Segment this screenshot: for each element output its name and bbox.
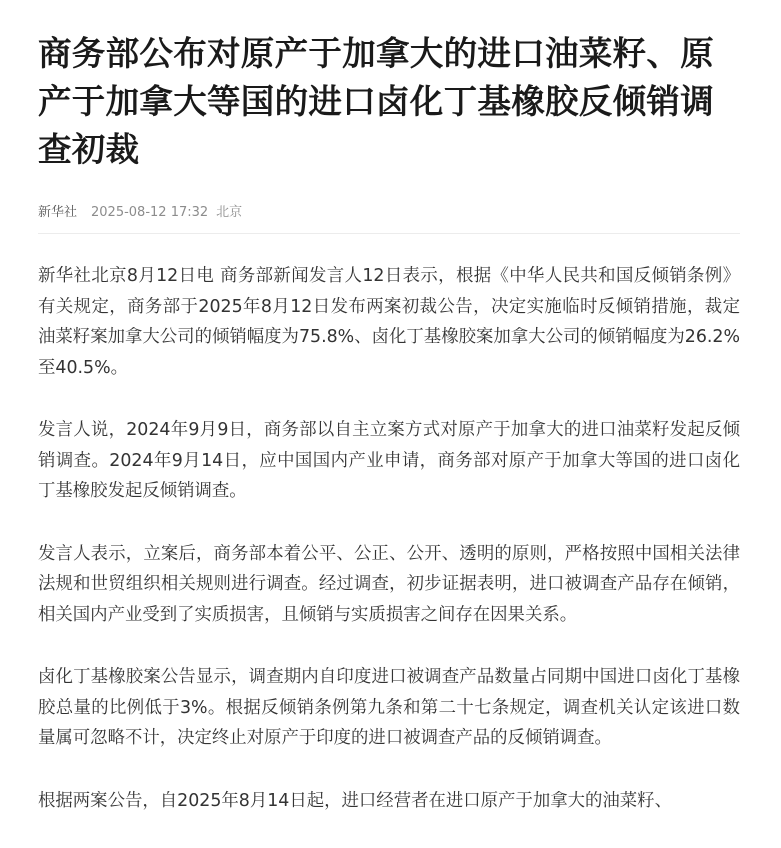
meta-location: 北京 bbox=[216, 205, 243, 220]
paragraph-4: 卤化丁基橡胶案公告显示，调查期内自印度进口被调查产品数量占同期中国进口卤化丁基橡胶总量的比例低于3%。根据反倾销条例第九条和第二十七条规定，调查机关认定该进口数量属可忽略不计，决定终止对原产于印度的进口被调查产品的反倾销调查。 bbox=[38, 667, 740, 748]
article bbox=[38, 0, 740, 848]
paragraph-3: 发言人表示，立案后，商务部本着公平、公正、公开、透明的原则，严格按照中国相关法律法规和世贸组织相关规则进行调查。经过调查，初步证据表明，进口被调查产品存在倾销，相关国内产业受到了实质损害，且倾销与实质损害之间存在因果关系。 bbox=[38, 543, 740, 625]
article-title: 商务部公布对原产于加拿大的进口油菜籽、原产于加拿大等国的进口卤化丁基橡胶反倾销调查初裁 bbox=[38, 34, 714, 169]
meta-divider bbox=[38, 233, 740, 234]
paragraph-1: 新华社北京8月12日电 商务部新闻发言人12日表示，根据《中华人民共和国反倾销条例》有关规定，商务部于2025年8月12日发布两案初裁公告，决定实施临时反倾销措施，裁定油菜籽案加拿大公司的倾销幅度为75.8%、卤化丁基橡胶案加拿大公司的倾销幅度为26.2%至40.5%。 bbox=[38, 266, 740, 378]
paragraph-5: 根据两案公告，自2025年8月14日起，进口经营者在进口原产于加拿大的油菜籽、 bbox=[38, 790, 672, 811]
paragraph-2: 发言人说，2024年9月9日，商务部以自主立案方式对原产于加拿大的进口油菜籽发起反倾销调查。2024年9月14日，应中国国内产业申请，商务部对原产于加拿大等国的进口卤化丁基橡胶发起反倾销调查。 bbox=[38, 420, 740, 501]
meta-source: 新华社 bbox=[38, 205, 78, 220]
meta-datetime: 2025-08-12 17:32 bbox=[91, 205, 209, 220]
article-meta bbox=[38, 204, 740, 222]
article-body bbox=[38, 261, 740, 816]
